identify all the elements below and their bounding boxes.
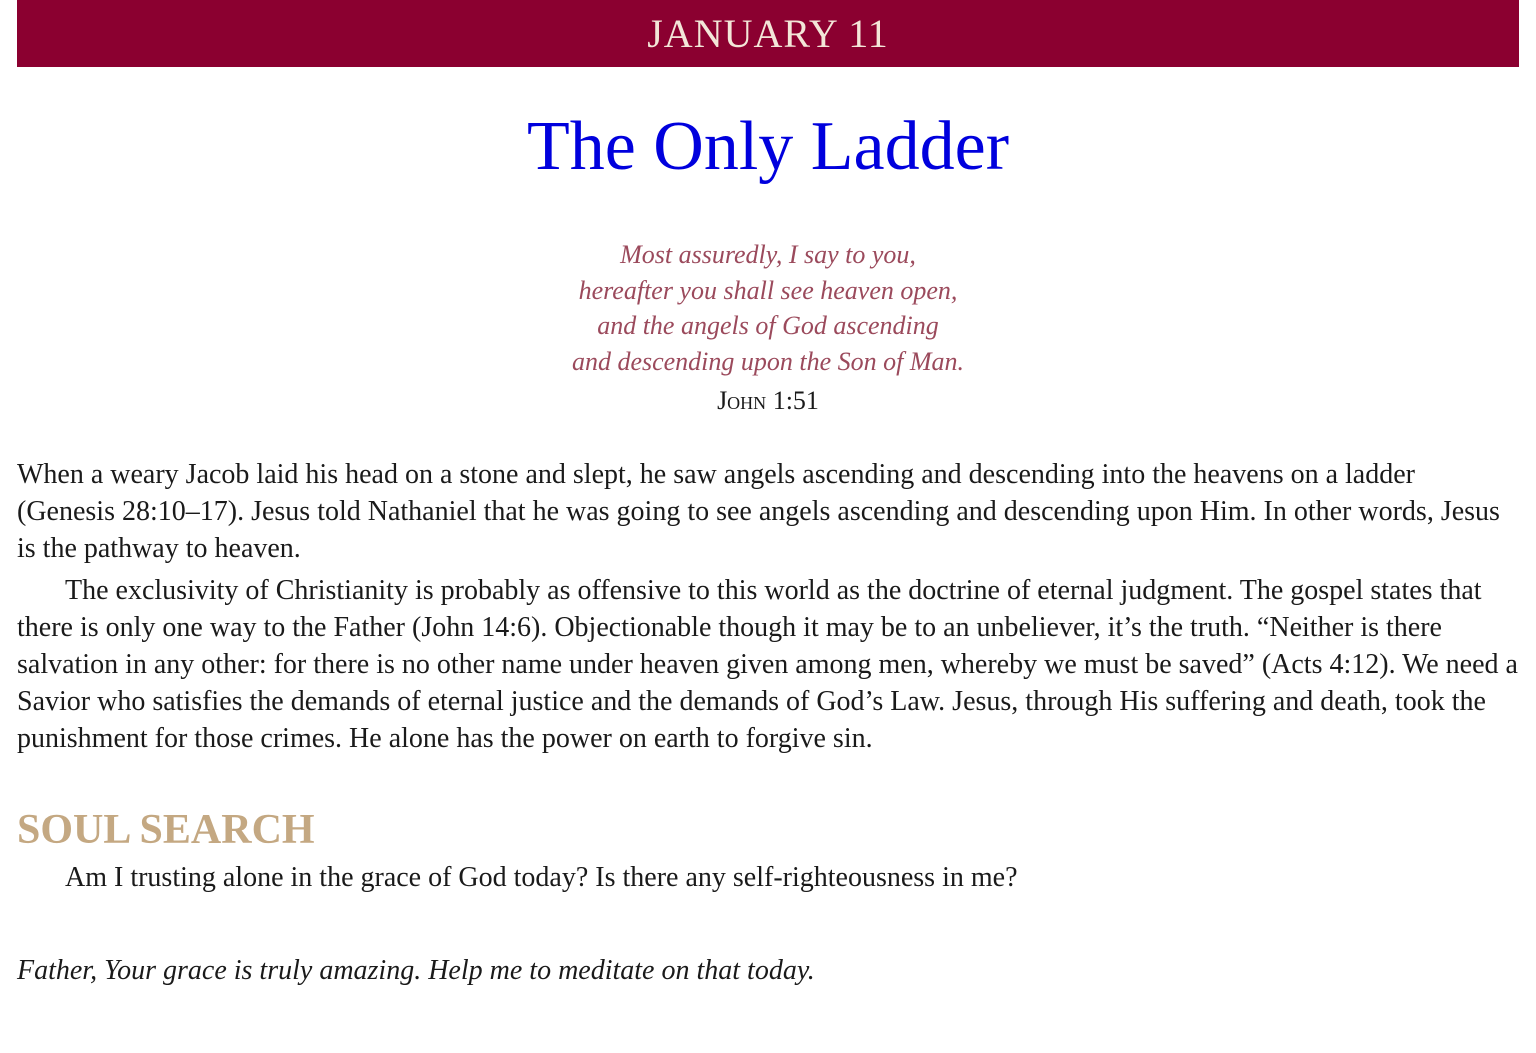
verse-line: Most assuredly, I say to you, [620,240,916,269]
date-label: JANUARY 11 [647,11,889,56]
devotional-body [17,456,1519,757]
page-title: The Only Ladder [526,108,1010,185]
closing-prayer: Father, Your grace is truly amazing. Help me to meditate on that today. [17,955,815,986]
body-paragraph: The exclusivity of Christianity is probably as offensive to this world as the doctrine of eternal judgment. The gospel states that there is only one way to the Father (John 14:6). Objectionable though it may be to an unbeliever, it’s the truth. “Neither is there salvation in any other: for there is no other name under heaven given among men, whereby we must be saved” (Acts 4:12). We need a Savior who satisfies the demands of eternal justice and the demands of God’s Law. Jesus, through His suffering and death, took the punishment for those crimes. He alone has the power on earth to forgive sin. [17,575,1518,754]
verse-reference-chapter: 1:51 [772,386,819,415]
soul-search-question: Am I trusting alone in the grace of God today? Is there any self-righteousness in me? [65,862,1018,893]
scripture-verse [17,237,1519,379]
verse-line: hereafter you shall see heaven open, [578,275,958,305]
date-banner [17,0,1519,67]
body-paragraph: When a weary Jacob laid his head on a stone and slept, he saw angels ascending and descending into the heavens on a ladder (Genesis 28:10–17). Jesus told Nathaniel that he was going to see angels ascending and descending upon Him. In other words, Jesus is the pathway to heaven. [17,459,1500,564]
verse-reference [17,385,1519,417]
soul-search-heading: SOUL SEARCH [17,807,315,853]
verse-line: and descending upon the Son of Man. [571,346,965,376]
devotional-page [17,0,1519,991]
verse-line: and the angels of God ascending [597,311,939,340]
verse-reference-book: John [717,386,767,415]
